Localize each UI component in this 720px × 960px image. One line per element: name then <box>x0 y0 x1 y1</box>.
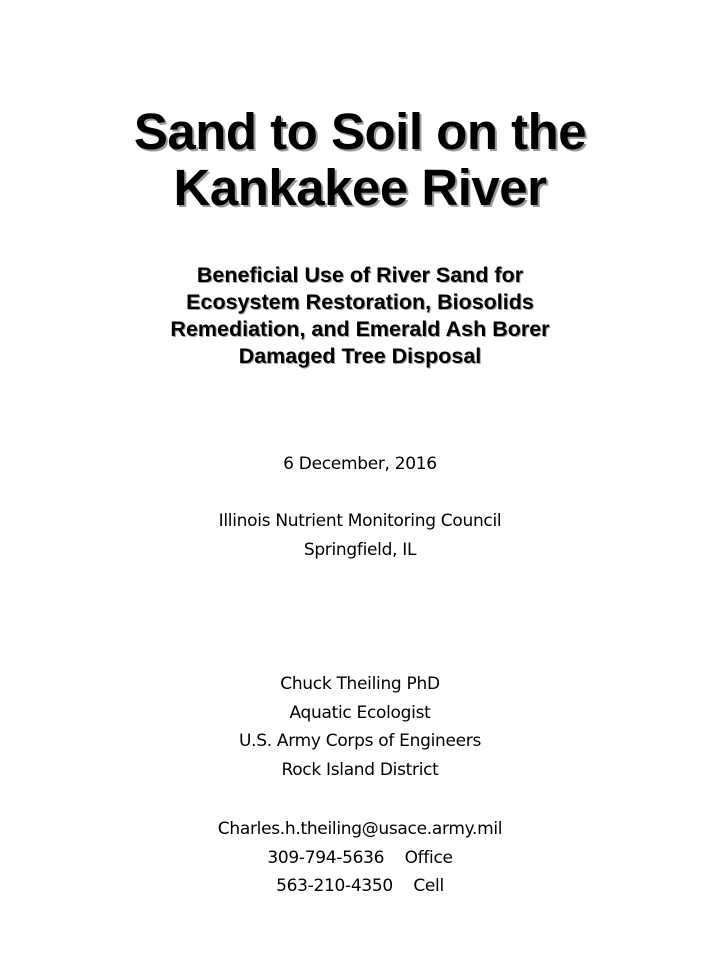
contact-block <box>0 815 720 901</box>
event-block <box>0 507 720 564</box>
contact-email: Charles.h.theiling@usace.army.mil <box>217 819 503 839</box>
presenter-block <box>0 670 720 784</box>
title-line-2: Kankakee River <box>173 159 547 216</box>
presenter-district: Rock Island District <box>281 759 439 780</box>
presentation-date: 6 December, 2016 <box>283 454 437 474</box>
title-line-1: Sand to Soil on the <box>133 103 587 160</box>
contact-cell-phone: 563-210-4350 Cell <box>276 876 444 896</box>
subtitle-line-2: Ecosystem Restoration, Biosolids <box>186 290 534 314</box>
presenter-name: Chuck Theiling PhD <box>280 674 440 694</box>
slide-title <box>0 104 720 216</box>
slide-subtitle <box>0 262 720 370</box>
subtitle-line-3: Remediation, and Emerald Ash Borer <box>170 317 550 341</box>
presenter-agency: U.S. Army Corps of Engineers <box>238 731 482 751</box>
event-organization: Illinois Nutrient Monitoring Council <box>218 511 502 531</box>
event-location: Springfield, IL <box>303 539 417 560</box>
subtitle-line-1: Beneficial Use of River Sand for <box>196 263 524 287</box>
presentation-date-block <box>0 450 720 479</box>
contact-office-phone: 309-794-5636 Office <box>267 847 453 868</box>
presenter-role: Aquatic Ecologist <box>289 702 431 723</box>
subtitle-line-4: Damaged Tree Disposal <box>238 344 482 368</box>
